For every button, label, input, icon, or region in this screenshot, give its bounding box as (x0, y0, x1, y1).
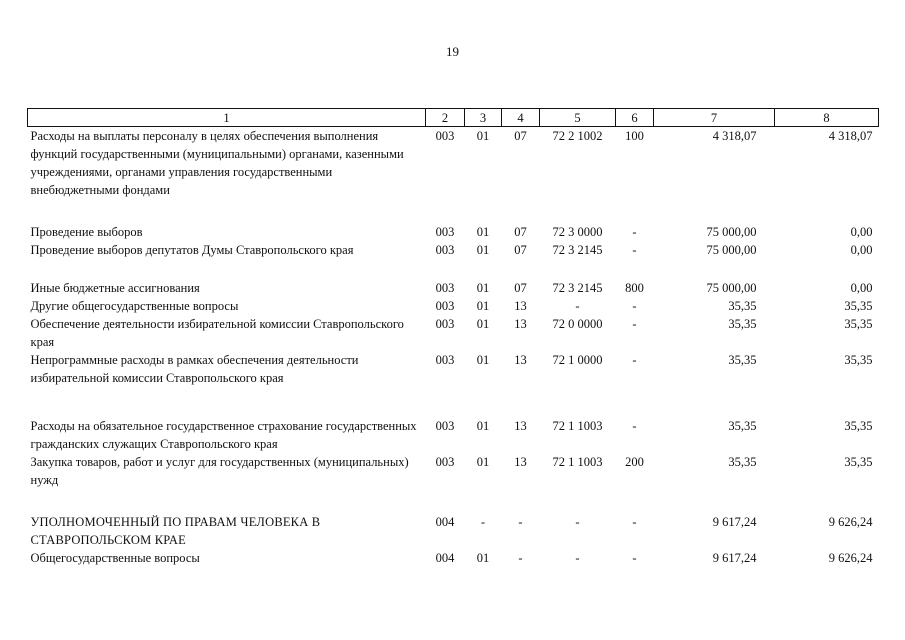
row-col-3: 01 (476, 455, 490, 469)
row-col-2: 003 (435, 243, 455, 257)
row-col-2: 003 (435, 225, 455, 239)
row-col-8: 0,00 (850, 243, 873, 257)
row-col-8: 35,35 (844, 353, 873, 367)
header-col-3: 3 (465, 109, 502, 127)
row-col-8: 0,00 (850, 225, 873, 239)
row-col-2: 003 (435, 299, 455, 313)
row-col-8: 9 626,24 (828, 551, 873, 565)
row-col-5: 72 1 1003 (552, 419, 603, 433)
row-col-3: 01 (476, 317, 490, 331)
row-col-4: 07 (514, 281, 527, 295)
row-col-2: 004 (435, 515, 455, 529)
row-col-2: 003 (435, 353, 455, 367)
row-col-7: 35,35 (728, 455, 757, 469)
row-col-2: 003 (435, 129, 455, 143)
row-col-5: 72 1 1003 (552, 455, 603, 469)
row-col-6: - (632, 419, 637, 433)
row-col-7: 9 617,24 (712, 551, 757, 565)
row-col-6: - (632, 317, 637, 331)
row-name: Проведение выборов депутатов Думы Ставропольского края (30, 243, 354, 257)
table-row (28, 351, 879, 387)
row-col-7: 35,35 (728, 317, 757, 331)
row-col-5: - (575, 515, 580, 529)
row-col-6: 200 (625, 455, 644, 469)
row-col-2: 004 (435, 551, 455, 565)
row-col-5: - (575, 551, 580, 565)
table-row (28, 489, 879, 549)
row-col-3: 01 (476, 299, 490, 313)
table-row (28, 127, 879, 200)
row-col-6: - (632, 353, 637, 367)
row-col-8: 35,35 (844, 317, 873, 331)
row-col-2: 003 (435, 317, 455, 331)
row-col-2: 003 (435, 419, 455, 433)
row-col-4: 13 (514, 419, 527, 433)
table-row (28, 259, 879, 297)
header-col-8: 8 (775, 109, 879, 127)
row-col-5: - (575, 299, 580, 313)
row-col-3: 01 (476, 419, 490, 433)
row-name: Расходы на выплаты персоналу в целях обеспечения выполнения функций государственными (муниципальными) органами, казенными учреждениями, органами управления государственными внебюджетными фондами (30, 129, 404, 197)
table-row (28, 199, 879, 241)
row-col-6: 800 (625, 281, 644, 295)
row-col-3: 01 (476, 353, 490, 367)
row-col-6: - (632, 551, 637, 565)
row-name: Закупка товаров, работ и услуг для государственных (муниципальных) нужд (30, 455, 409, 487)
row-name: УПОЛНОМОЧЕННЫЙ ПО ПРАВАМ ЧЕЛОВЕКА В СТАВРОПОЛЬСКОМ КРАЕ (30, 515, 321, 547)
row-col-7: 75 000,00 (706, 225, 757, 239)
row-name: Расходы на обязательное государственное страхование государственных гражданских служащих Ставропольского края (30, 419, 417, 451)
row-col-5: 72 2 1002 (552, 129, 603, 143)
row-col-7: 4 318,07 (712, 129, 757, 143)
table-row (28, 241, 879, 259)
table-row (28, 315, 879, 351)
row-col-3: 01 (476, 243, 490, 257)
row-col-8: 0,00 (850, 281, 873, 295)
row-name: Другие общегосударственные вопросы (30, 299, 239, 313)
row-col-4: 13 (514, 353, 527, 367)
row-col-3: 01 (476, 281, 490, 295)
row-col-4: - (518, 515, 523, 529)
header-col-7: 7 (654, 109, 775, 127)
budget-table (27, 108, 879, 567)
row-name: Иные бюджетные ассигнования (30, 281, 200, 295)
row-col-8: 35,35 (844, 419, 873, 433)
row-col-8: 4 318,07 (828, 129, 873, 143)
row-col-5: 72 3 2145 (552, 281, 603, 295)
row-col-8: 35,35 (844, 299, 873, 313)
header-col-5: 5 (540, 109, 616, 127)
header-col-2: 2 (426, 109, 465, 127)
row-col-4: - (518, 551, 523, 565)
row-col-3: 01 (476, 129, 490, 143)
row-col-5: 72 1 0000 (552, 353, 603, 367)
page-number: 19 (446, 44, 459, 59)
row-name: Обеспечение деятельности избирательной комиссии Ставропольского края (30, 317, 404, 349)
row-col-7: 35,35 (728, 353, 757, 367)
row-col-5: 72 0 0000 (552, 317, 603, 331)
row-col-8: 35,35 (844, 455, 873, 469)
row-col-7: 75 000,00 (706, 281, 757, 295)
row-name: Общегосударственные вопросы (30, 551, 200, 565)
row-col-4: 13 (514, 455, 527, 469)
table-row (28, 297, 879, 315)
header-col-6: 6 (616, 109, 654, 127)
row-col-7: 35,35 (728, 299, 757, 313)
header-col-4: 4 (502, 109, 540, 127)
row-col-2: 003 (435, 281, 455, 295)
row-col-4: 07 (514, 129, 527, 143)
row-col-7: 75 000,00 (706, 243, 757, 257)
row-col-8: 9 626,24 (828, 515, 873, 529)
row-col-6: - (632, 515, 637, 529)
row-col-6: 100 (625, 129, 644, 143)
row-col-7: 9 617,24 (712, 515, 757, 529)
table-header-row (28, 109, 879, 127)
row-col-5: 72 3 2145 (552, 243, 603, 257)
row-col-4: 13 (514, 317, 527, 331)
row-col-3: 01 (476, 551, 490, 565)
table-row (28, 549, 879, 567)
row-col-3: - (480, 515, 486, 529)
table-row (28, 453, 879, 489)
header-col-1: 1 (28, 109, 426, 127)
row-col-5: 72 3 0000 (552, 225, 603, 239)
row-col-6: - (632, 243, 637, 257)
row-name: Непрограммные расходы в рамках обеспечения деятельности избирательной комиссии Ставропольского края (30, 353, 359, 385)
row-col-7: 35,35 (728, 419, 757, 433)
row-col-3: 01 (476, 225, 490, 239)
row-col-6: - (632, 225, 637, 239)
row-col-4: 07 (514, 243, 527, 257)
row-col-6: - (632, 299, 637, 313)
row-col-4: 13 (514, 299, 527, 313)
table-row (28, 387, 879, 453)
row-col-2: 003 (435, 455, 455, 469)
row-name: Проведение выборов (30, 225, 143, 239)
row-col-4: 07 (514, 225, 527, 239)
